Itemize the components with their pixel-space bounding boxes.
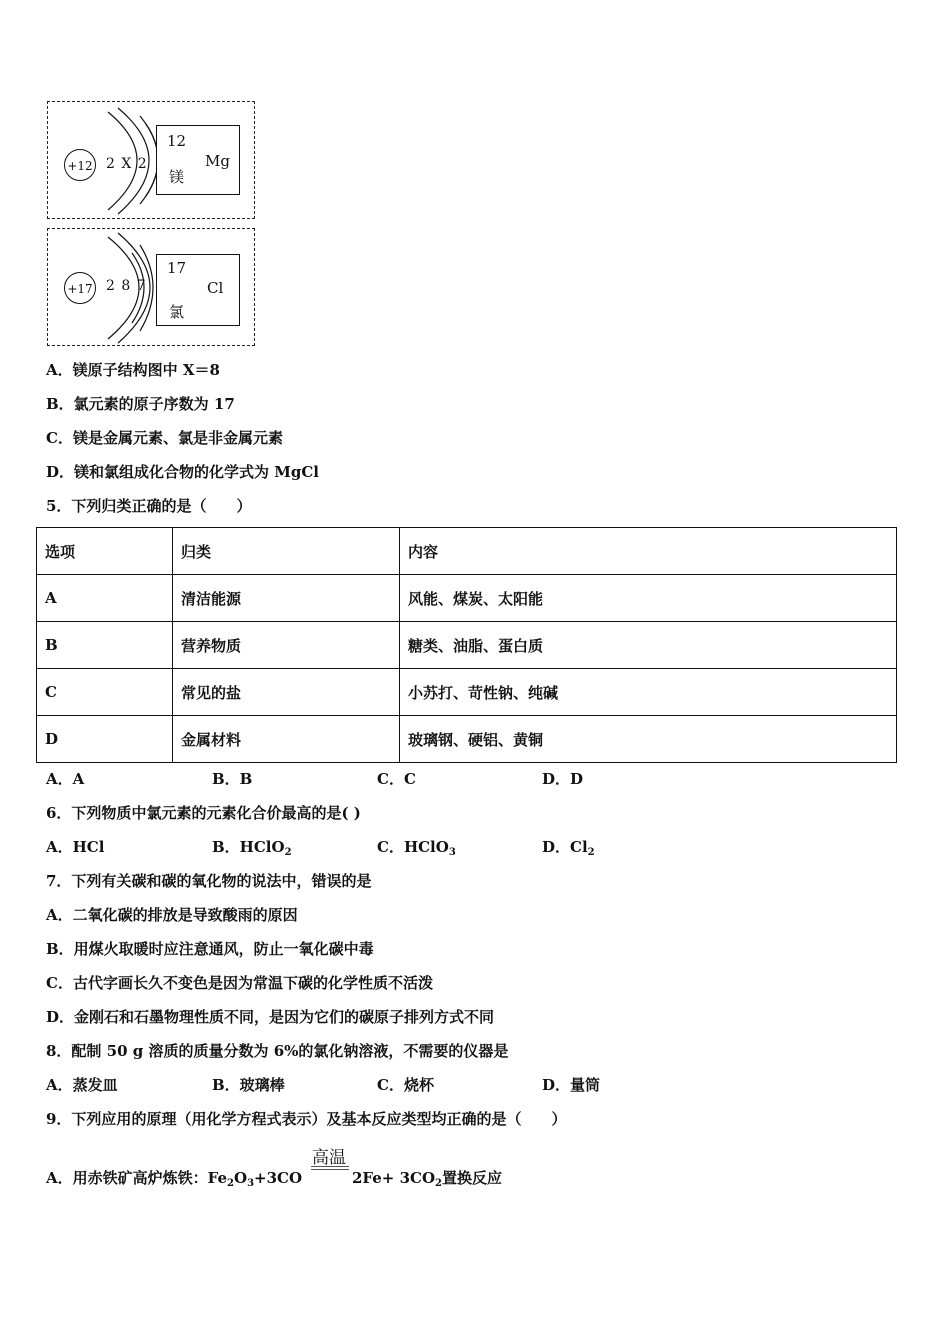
table-cell: 小苏打、苛性钠、纯碱 bbox=[400, 669, 897, 716]
q5-option-a: A．A bbox=[46, 770, 85, 788]
q7-option-a: A．二氧化碳的排放是导致酸雨的原因 bbox=[46, 906, 298, 924]
table-row bbox=[37, 669, 897, 716]
table-cell: 糖类、油脂、蛋白质 bbox=[400, 622, 897, 669]
q6-option-d: D．$Cl_2$ bbox=[542, 838, 595, 858]
cl-nucleus: +17 bbox=[64, 272, 96, 304]
table-cell: A bbox=[37, 575, 173, 622]
mg-symbol: Mg bbox=[205, 152, 230, 170]
table-row bbox=[37, 622, 897, 669]
table-cell: C bbox=[37, 669, 173, 716]
table-header-cell: 归类 bbox=[173, 528, 400, 575]
q7-option-c: C．古代字画长久不变色是因为常温下碳的化学性质不活泼 bbox=[46, 974, 433, 992]
cl-shell-electrons: 2 8 7 bbox=[106, 278, 147, 294]
q5-option-d: D．D bbox=[542, 770, 584, 788]
table-row bbox=[37, 716, 897, 763]
q8-option-d: D．量筒 bbox=[542, 1076, 601, 1094]
q6-option-c: C．HClO$_3$ bbox=[377, 838, 456, 858]
q8-stem: 8．配制 50 g 溶质的质量分数为 6%的氯化钠溶液，不需要的仪器是 bbox=[46, 1042, 509, 1060]
mg-name: 镁 bbox=[169, 168, 185, 186]
q9-stem: 9．下列应用的原理（用化学方程式表示）及基本反应类型均正确的是（ ） bbox=[46, 1110, 567, 1128]
mg-nucleus: +12 bbox=[64, 149, 96, 181]
table-cell: 风能、煤炭、太阳能 bbox=[400, 575, 897, 622]
table-header-row bbox=[37, 528, 897, 575]
q4-option-a: A．镁原子结构图中 X＝8 bbox=[46, 361, 220, 379]
q5-option-c: C．C bbox=[377, 770, 416, 788]
table-cell: B bbox=[37, 622, 173, 669]
mg-shell-electrons: 2 X 2 bbox=[106, 156, 148, 172]
cl-symbol: Cl bbox=[207, 279, 224, 297]
q5-stem: 5．下列归类正确的是（ ） bbox=[46, 497, 252, 515]
reaction-condition: 高温 bbox=[312, 1148, 346, 1168]
q8-option-c: C．烧杯 bbox=[377, 1076, 434, 1094]
q5-option-b: B．B bbox=[212, 770, 253, 788]
table-header-cell: 内容 bbox=[400, 528, 897, 575]
cl-atomic-number: 17 bbox=[167, 259, 187, 277]
q7-stem: 7．下列有关碳和碳的氧化物的说法中，错误的是 bbox=[46, 872, 372, 890]
q7-option-b: B．用煤火取暖时应注意通风，防止一氧化碳中毒 bbox=[46, 940, 374, 958]
table-cell: 玻璃钢、硬铝、黄铜 bbox=[400, 716, 897, 763]
q8-option-a: A．蒸发皿 bbox=[46, 1076, 118, 1094]
cl-name: 氯 bbox=[169, 303, 185, 321]
reaction-arrow-line bbox=[311, 1166, 349, 1167]
q8-option-b: B．玻璃棒 bbox=[212, 1076, 285, 1094]
q6-option-a: A．HCl bbox=[46, 838, 105, 856]
table-cell: 常见的盐 bbox=[173, 669, 400, 716]
q4-option-c: C．镁是金属元素、氯是非金属元素 bbox=[46, 429, 283, 447]
classification-table bbox=[36, 527, 897, 763]
cl-structure-diagram bbox=[47, 228, 255, 346]
q4-option-b: B．氯元素的原子序数为 17 bbox=[46, 395, 235, 413]
q9-option-a-right: $2Fe+ 3CO_2$置换反应 bbox=[352, 1169, 503, 1189]
table-cell: 金属材料 bbox=[173, 716, 400, 763]
q6-option-b: B．HClO$_2$ bbox=[212, 838, 292, 858]
table-row bbox=[37, 575, 897, 622]
table-cell: 营养物质 bbox=[173, 622, 400, 669]
table-header-cell: 选项 bbox=[37, 528, 173, 575]
table-cell: D bbox=[37, 716, 173, 763]
q6-stem: 6．下列物质中氯元素的元素化合价最高的是( ) bbox=[46, 804, 361, 822]
mg-element-box bbox=[156, 125, 240, 195]
q4-option-d: D．镁和氯组成化合物的化学式为 MgCl bbox=[46, 463, 319, 481]
q7-option-d: D．金刚石和石墨物理性质不同，是因为它们的碳原子排列方式不同 bbox=[46, 1008, 495, 1026]
mg-atomic-number: 12 bbox=[167, 132, 187, 150]
table-cell: 清洁能源 bbox=[173, 575, 400, 622]
mg-structure-diagram bbox=[47, 101, 255, 219]
reaction-arrow-line bbox=[311, 1169, 349, 1170]
q9-option-a-left: A．用赤铁矿高炉炼铁：$Fe_2O_3+3CO$ bbox=[46, 1169, 303, 1189]
cl-element-box bbox=[156, 254, 240, 326]
